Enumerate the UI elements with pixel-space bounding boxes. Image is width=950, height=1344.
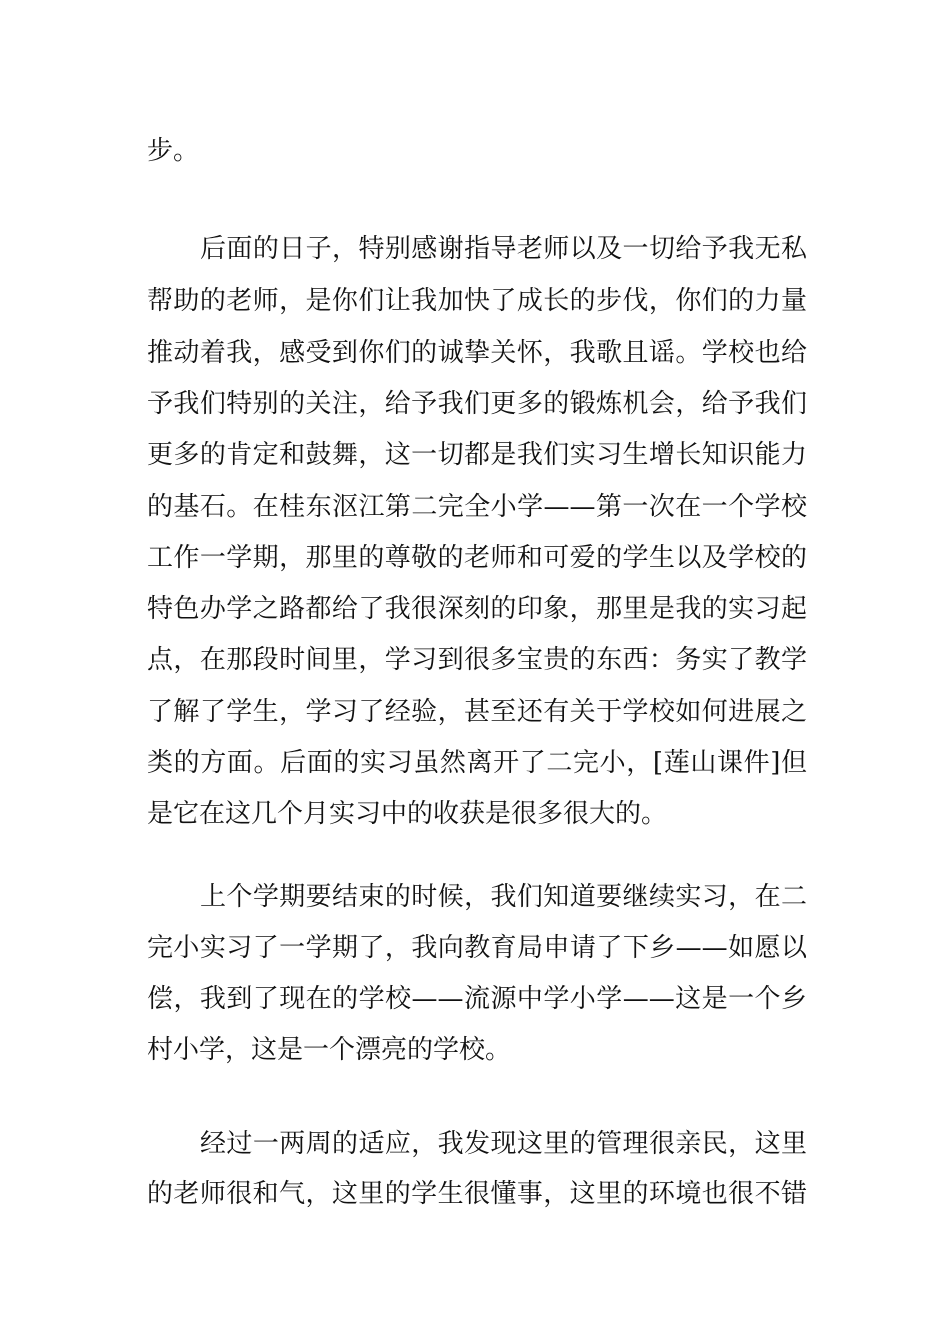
line-text: 了解了学生，学习了经验，甚至还有关于学校如何进展之 — [147, 697, 807, 727]
paragraph-line — [0, 131, 950, 171]
line-text: 类的方面。后面的实习虽然离开了二完小，[莲山课件]但 — [147, 748, 807, 778]
line-text: 上个学期要结束的时候，我们知道要继续实习，在二 — [200, 882, 807, 912]
paragraph-line — [0, 333, 950, 373]
line-text: 特色办学之路都给了我很深刻的印象，那里是我的实习起 — [147, 594, 807, 624]
line-text: 步。 — [147, 136, 200, 166]
line-text: 的老师很和气，这里的学生很懂事，这里的环境也很不错 — [147, 1179, 807, 1209]
line-text: 村小学，这是一个漂亮的学校。 — [147, 1035, 512, 1065]
line-text: 点，在那段时间里，学习到很多宝贵的东西：务实了教学 — [147, 645, 807, 675]
line-text: 工作一学期，那里的尊敬的老师和可爱的学生以及学校的 — [147, 543, 807, 573]
paragraph-line — [0, 229, 950, 269]
paragraph-line — [0, 1124, 950, 1164]
paragraph-line — [0, 979, 950, 1019]
paragraph-line — [0, 538, 950, 578]
line-text: 的基石。在桂东沤江第二完全小学——第一次在一个学校 — [147, 492, 807, 522]
line-text: 推动着我，感受到你们的诚挚关怀，我歌且谣。学校也给 — [147, 338, 807, 368]
paragraph-line — [0, 487, 950, 527]
line-text: 予我们特别的关注，给予我们更多的锻炼机会，给予我们 — [147, 389, 807, 419]
line-text: 完小实习了一学期了，我向教育局申请了下乡——如愿以 — [147, 933, 807, 963]
paragraph-line — [0, 743, 950, 783]
line-text: 是它在这几个月实习中的收获是很多很大的。 — [147, 799, 668, 829]
line-text: 帮助的老师，是你们让我加快了成长的步伐，你们的力量 — [147, 286, 807, 316]
line-text: 偿，我到了现在的学校——流源中学小学——这是一个乡 — [147, 984, 807, 1014]
line-text: 后面的日子，特别感谢指导老师以及一切给予我无私 — [200, 234, 807, 264]
paragraph-line — [0, 1030, 950, 1070]
paragraph-line — [0, 692, 950, 732]
paragraph-line — [0, 928, 950, 968]
paragraph-line — [0, 640, 950, 680]
line-text: 经过一两周的适应，我发现这里的管理很亲民，这里 — [200, 1129, 807, 1159]
paragraph-line — [0, 1174, 950, 1214]
paragraph-line — [0, 589, 950, 629]
paragraph-line — [0, 281, 950, 321]
line-text: 更多的肯定和鼓舞，这一切都是我们实习生增长知识能力 — [147, 440, 807, 470]
paragraph-line — [0, 435, 950, 475]
paragraph-line — [0, 384, 950, 424]
paragraph-line — [0, 794, 950, 834]
paragraph-line — [0, 877, 950, 917]
